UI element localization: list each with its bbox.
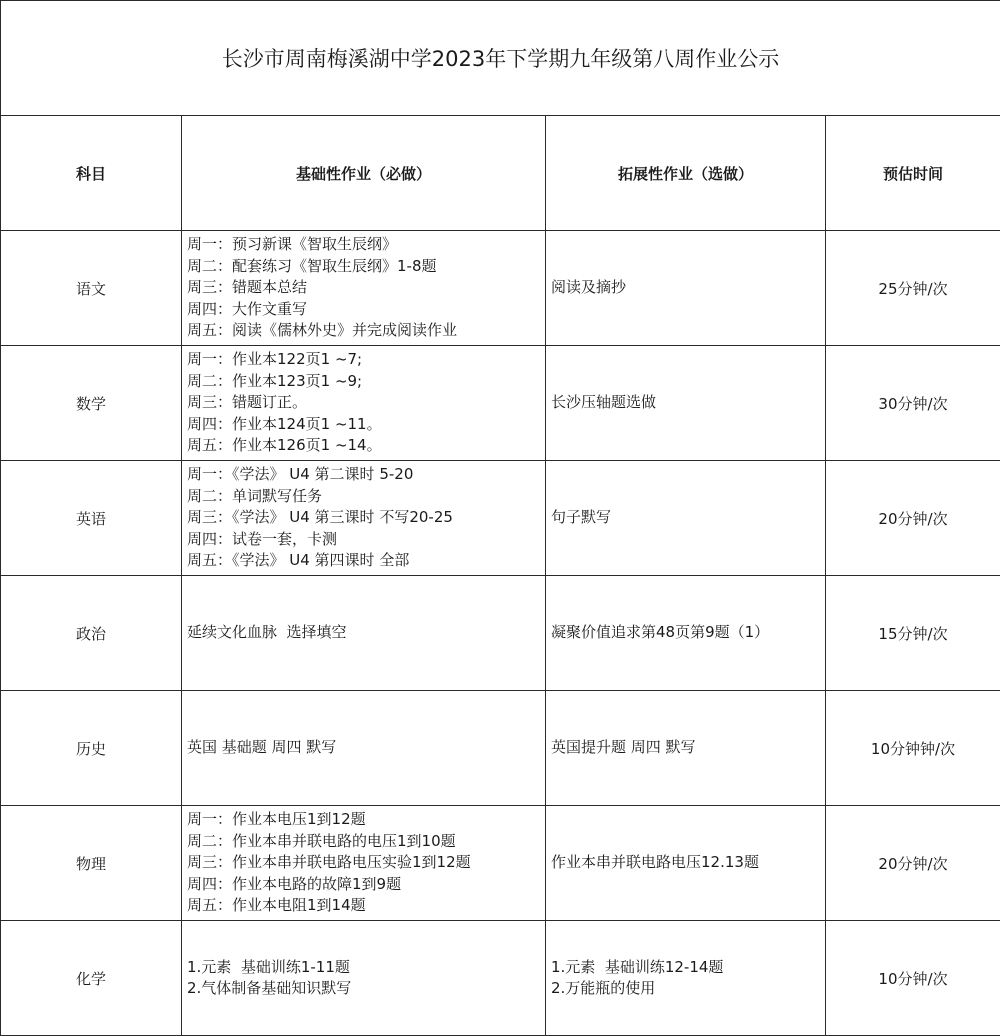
page-title: 长沙市周南梅溪湖中学2023年下学期九年级第八周作业公示 (1, 1, 1000, 116)
header-subject: 科目 (1, 116, 182, 231)
basic-homework-line: 2.气体制备基础知识默写 (187, 978, 545, 1000)
table-row (1, 576, 1000, 691)
time-cell: 10分钟/次 (826, 921, 1000, 1036)
basic-homework-line: 周五：阅读《儒林外史》并完成阅读作业 (187, 320, 545, 342)
extended-homework-line: 阅读及摘抄 (551, 277, 825, 299)
extended-homework-line: 英国提升题 周四 默写 (551, 737, 825, 759)
time-cell: 20分钟/次 (826, 806, 1000, 921)
time-cell: 30分钟/次 (826, 346, 1000, 461)
basic-homework-line: 周四：作业本电路的故障1到9题 (187, 874, 545, 896)
extended-homework-cell (546, 921, 826, 1036)
basic-homework-line: 周一：作业本电压1到12题 (187, 809, 545, 831)
basic-homework-line: 英国 基础题 周四 默写 (187, 737, 545, 759)
extended-homework-cell (546, 576, 826, 691)
basic-homework-line: 周五：作业本电阻1到14题 (187, 895, 545, 917)
basic-homework-cell (182, 691, 546, 806)
basic-homework-line: 延续文化血脉 选择填空 (187, 622, 545, 644)
basic-homework-line: 周一：《学法》 U4 第二课时 5-20 (187, 464, 545, 486)
basic-homework-line: 周一：预习新课《智取生辰纲》 (187, 234, 545, 256)
basic-homework-line: 周二：单词默写任务 (187, 486, 545, 508)
header-row (1, 116, 1000, 231)
header-extended: 拓展性作业（选做） (546, 116, 826, 231)
basic-homework-cell (182, 346, 546, 461)
basic-homework-cell (182, 806, 546, 921)
table-body (1, 231, 1000, 1036)
subject-cell: 数学 (1, 346, 182, 461)
table-row (1, 231, 1000, 346)
extended-homework-cell (546, 806, 826, 921)
basic-homework-cell (182, 231, 546, 346)
header-time: 预估时间 (826, 116, 1000, 231)
table-row (1, 921, 1000, 1036)
basic-homework-line: 周二：配套练习《智取生辰纲》1-8题 (187, 256, 545, 278)
basic-homework-line: 周二：作业本串并联电路的电压1到10题 (187, 831, 545, 853)
basic-homework-line: 1.元素 基础训练1-11题 (187, 957, 545, 979)
extended-homework-cell (546, 691, 826, 806)
table-row (1, 461, 1000, 576)
basic-homework-line: 周一：作业本122页1 ~7; (187, 349, 545, 371)
basic-homework-line: 周三：错题订正。 (187, 392, 545, 414)
extended-homework-cell (546, 346, 826, 461)
subject-cell: 语文 (1, 231, 182, 346)
basic-homework-cell (182, 576, 546, 691)
time-cell: 20分钟/次 (826, 461, 1000, 576)
basic-homework-line: 周三：错题本总结 (187, 277, 545, 299)
extended-homework-cell (546, 461, 826, 576)
basic-homework-line: 周三：作业本串并联电路电压实验1到12题 (187, 852, 545, 874)
subject-cell: 英语 (1, 461, 182, 576)
time-cell: 25分钟/次 (826, 231, 1000, 346)
basic-homework-line: 周五：《学法》 U4 第四课时 全部 (187, 550, 545, 572)
basic-homework-line: 周四：大作文重写 (187, 299, 545, 321)
extended-homework-line: 作业本串并联电路电压12.13题 (551, 852, 825, 874)
subject-cell: 政治 (1, 576, 182, 691)
extended-homework-line: 凝聚价值追求第48页第9题（1） (551, 622, 825, 644)
extended-homework-line: 2.万能瓶的使用 (551, 978, 825, 1000)
time-cell: 15分钟/次 (826, 576, 1000, 691)
basic-homework-line: 周三：《学法》 U4 第三课时 不写20-25 (187, 507, 545, 529)
subject-cell: 历史 (1, 691, 182, 806)
subject-cell: 物理 (1, 806, 182, 921)
subject-cell: 化学 (1, 921, 182, 1036)
header-basic: 基础性作业（必做） (182, 116, 546, 231)
extended-homework-line: 长沙压轴题选做 (551, 392, 825, 414)
extended-homework-line: 句子默写 (551, 507, 825, 529)
basic-homework-cell (182, 461, 546, 576)
basic-homework-line: 周二：作业本123页1 ~9; (187, 371, 545, 393)
basic-homework-line: 周四：作业本124页1 ~11。 (187, 414, 545, 436)
time-cell: 10分钟钟/次 (826, 691, 1000, 806)
basic-homework-line: 周四：试卷一套，卡测 (187, 529, 545, 551)
basic-homework-line: 周五：作业本126页1 ~14。 (187, 435, 545, 457)
basic-homework-cell (182, 921, 546, 1036)
table-row (1, 346, 1000, 461)
extended-homework-line: 1.元素 基础训练12-14题 (551, 957, 825, 979)
table-row (1, 691, 1000, 806)
table-row (1, 806, 1000, 921)
extended-homework-cell (546, 231, 826, 346)
